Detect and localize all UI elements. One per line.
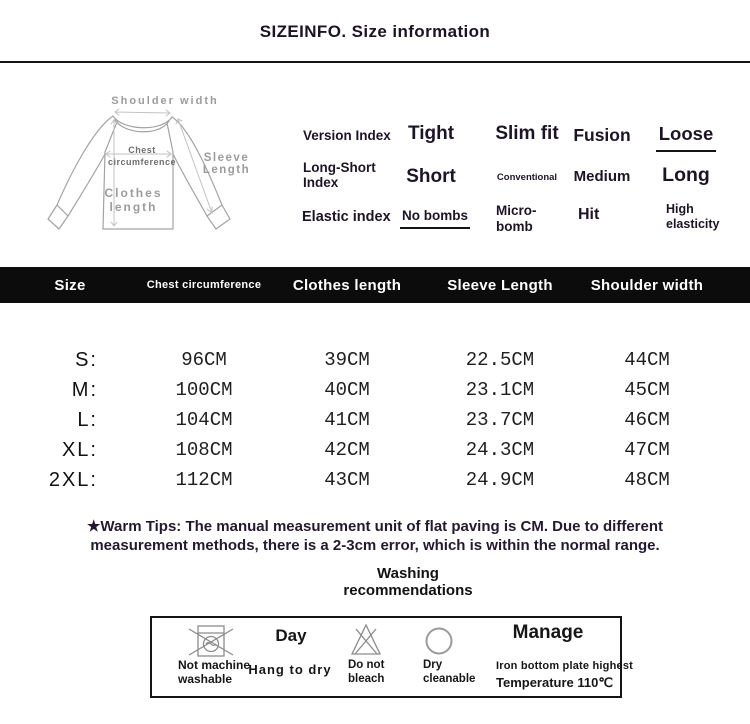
do-not-bleach-icon [350,623,382,656]
dry-clean-icon [424,626,454,656]
do-not-bleach-line1: Do not [348,659,385,671]
fit-elastic-high-elasticity [666,202,720,232]
diagram-clothes-label: Clothes length [104,186,163,214]
size-cell: M: [71,378,98,401]
fit-row2-label-line2: Index [303,175,339,190]
dry-cleanable-label [423,658,475,686]
fit-length-conventional: Conventional [496,172,558,183]
clothes-cell: 41CM [324,409,370,431]
washing-heading [0,565,750,599]
dry-cleanable-line1: Dry [423,659,443,671]
shoulder-cell: 44CM [624,349,670,371]
shoulder-cell: 48CM [624,469,670,491]
fit-version-tight: Tight [407,123,455,144]
loose-underlined: Loose [656,123,716,152]
fit-elastic-no-bombs [399,208,471,229]
chest-cell: 104CM [175,409,233,431]
high-elasticity-line2: elasticity [666,217,720,231]
warm-tips [0,517,750,555]
fit-length-medium: Medium [573,168,631,185]
table-row [0,405,750,435]
iron-temp-line1: Iron bottom plate highest [496,660,633,672]
size-cell: L: [77,408,98,431]
diagram-sleeve-label: Sleeve Length [202,152,251,176]
washing-heading-line2: recommendations [343,582,473,599]
do-not-bleach-label [348,658,384,686]
warm-tips-line1: ★Warm Tips: The manual measurement unit of flat paving is CM. Due to different [86,518,663,535]
size-table-body [0,345,750,495]
fit-row1-label: Version Index [303,128,391,143]
table-row [0,375,750,405]
no-bombs-underlined: No bombs [400,208,470,229]
dry-cleanable-line2: cleanable [423,673,476,685]
no-machine-wash-icon [188,624,234,658]
micro-bomb-line1: Micro- [496,203,537,218]
washing-heading-line1: Washing [377,565,439,582]
no-machine-wash-line2: washable [178,672,233,686]
table-row [0,435,750,465]
day-title: Day [275,626,307,645]
sleeve-cell: 24.3CM [465,439,535,461]
header-sleeve-length: Sleeve Length [447,276,553,294]
header-shoulder-width: Shoulder width [590,276,704,294]
shoulder-cell: 46CM [624,409,670,431]
warm-tips-line2: measurement methods, there is a 2-3cm error, which is within the normal range. [90,537,660,554]
size-cell: XL: [61,438,98,461]
fit-length-long: Long [662,164,710,186]
fit-elastic-hit: Hit [578,206,600,223]
do-not-bleach-line2: bleach [348,673,385,685]
micro-bomb-line2: bomb [496,219,533,234]
shoulder-cell: 45CM [624,379,670,401]
sleeve-cell: 24.9CM [465,469,535,491]
table-row [0,465,750,495]
diagram-shoulder-label: Shoulder width [111,95,219,107]
clothes-cell: 43CM [324,469,370,491]
diagram-chest-label-line2: circumference [107,157,177,167]
header-size: Size [54,276,86,294]
fit-version-fusion: Fusion [573,125,631,145]
header-chest-circumference: Chest circumference [146,279,262,291]
diagram-chest-label-line1: Chest [128,145,156,155]
size-table-header [0,267,750,303]
fit-row2-label [303,160,376,190]
header-clothes-length: Clothes length [292,276,402,294]
clothes-cell: 42CM [324,439,370,461]
sleeve-cell: 22.5CM [465,349,535,371]
shoulder-cell: 47CM [624,439,670,461]
hang-to-dry-label: Hang to dry [248,662,332,677]
sleeve-cell: 23.7CM [465,409,535,431]
table-row [0,345,750,375]
chest-cell: 96CM [181,349,227,371]
care-instructions-box [150,616,633,698]
chest-cell: 112CM [175,469,233,491]
page-title: SIZEINFO. Size information [259,22,491,41]
size-cell: 2XL: [48,468,98,491]
no-machine-wash-line1: Not machine [178,658,251,672]
fit-row3-label: Elastic index [302,209,391,225]
clothes-cell: 39CM [324,349,370,371]
fit-elastic-micro-bomb [496,203,537,235]
fit-version-loose [651,123,721,152]
fit-length-short: Short [406,166,456,187]
sleeve-cell: 23.1CM [465,379,535,401]
size-cell: S: [75,348,98,371]
chest-cell: 108CM [175,439,233,461]
high-elasticity-line1: High [666,202,694,216]
fit-version-slim-fit: Slim fit [495,123,559,144]
chest-cell: 100CM [175,379,233,401]
manage-title: Manage [512,622,584,643]
iron-temp-line2: Temperature 110℃ [496,675,613,690]
clothes-cell: 40CM [324,379,370,401]
top-divider [0,61,750,63]
fit-row2-label-line1: Long-Short [303,160,376,175]
